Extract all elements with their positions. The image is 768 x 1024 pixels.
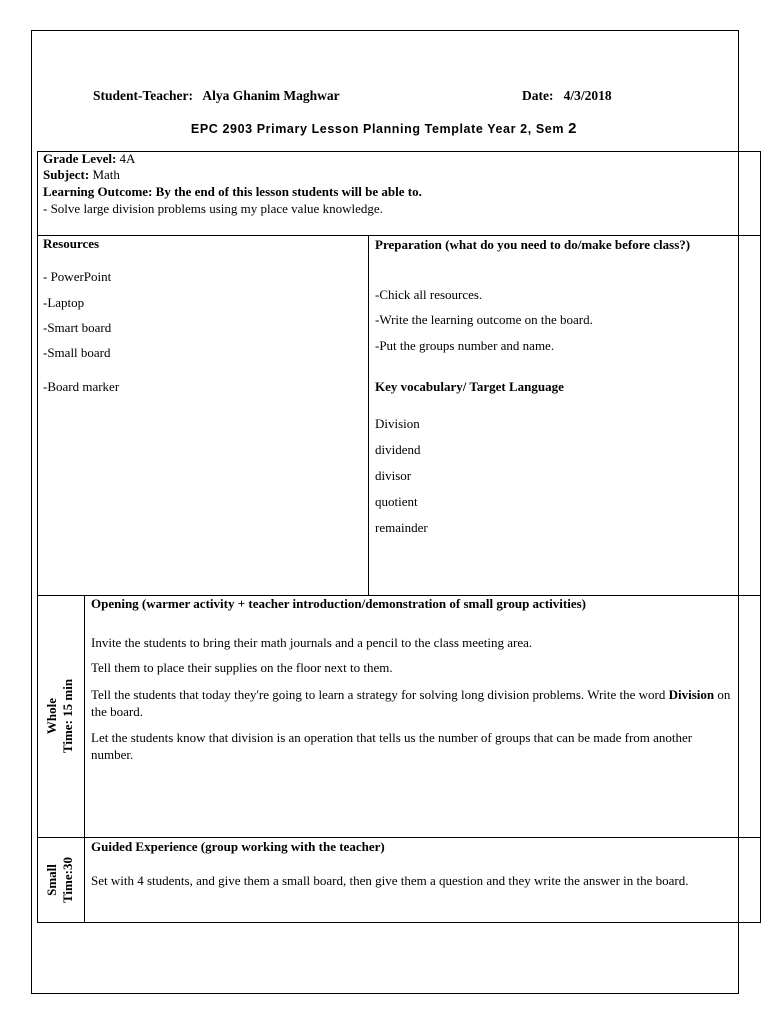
template-title-sem: 2 <box>568 120 578 137</box>
vocabulary-item: quotient <box>375 494 418 509</box>
grade-level-value: 4A <box>119 151 136 166</box>
learning-outcome-value: - Solve large division problems using my place value knowledge. <box>43 201 383 216</box>
opening-p3-bold: Division <box>668 687 715 702</box>
opening-paragraph-division <box>91 686 736 720</box>
opening-p3-before: Tell the students that today they're going to learn a strategy for solving long division problems. Write the word <box>91 687 669 702</box>
resources-heading: Resources <box>43 236 100 251</box>
opening-p3-after: on the board. <box>91 687 731 719</box>
guided-side-label-2: Time:30 <box>60 857 75 903</box>
vocabulary-item: Division <box>375 416 420 431</box>
guided-heading: Guided Experience (group working with the teacher) <box>91 839 385 854</box>
opening-paragraph: Tell them to place their supplies on the floor next to them. <box>91 660 393 675</box>
subject-line <box>43 167 120 183</box>
opening-paragraph: Let the students know that division is an operation that tells us the number of groups that can be made from another number. <box>91 730 693 762</box>
resource-item: -Smart board <box>43 320 112 335</box>
vocabulary-heading: Key vocabulary/ Target Language <box>375 379 564 394</box>
preparation-item: -Chick all resources. <box>375 287 483 302</box>
grade-level-line <box>43 151 135 167</box>
vocabulary-item: dividend <box>375 442 421 457</box>
guided-side-label-1: Small <box>44 864 59 896</box>
resource-item: -Laptop <box>43 295 85 310</box>
date-line <box>522 88 612 104</box>
opening-paragraph: Invite the students to bring their math journals and a pencil to the class meeting area. <box>91 635 533 650</box>
template-title <box>0 120 768 137</box>
resource-item: - PowerPoint <box>43 269 112 284</box>
student-teacher-line <box>93 88 340 104</box>
preparation-item: -Write the learning outcome on the board. <box>375 312 593 327</box>
column-divider <box>368 235 369 595</box>
subject-value: Math <box>92 167 120 182</box>
guided-paragraph: Set with 4 students, and give them a small board, then give them a question and they write the answer in the board. <box>91 873 689 888</box>
date-value: 4/3/2018 <box>563 88 612 103</box>
date-label: Date: <box>522 88 554 103</box>
vocabulary-item: divisor <box>375 468 412 483</box>
opening-side-label-2: Time: 15 min <box>60 678 75 754</box>
vocabulary-item: remainder <box>375 520 428 535</box>
subject-label: Subject: <box>43 167 90 182</box>
template-title-text: EPC 2903 Primary Lesson Planning Template Year 2, Sem <box>190 122 565 136</box>
opening-side-label-1: Whole <box>44 697 59 735</box>
guided-side-label <box>44 820 76 940</box>
student-teacher-label: Student-Teacher: <box>93 88 193 103</box>
student-teacher-name: Alya Ghanim Maghwar <box>202 88 340 103</box>
resource-item: -Small board <box>43 345 111 360</box>
learning-outcome-label: Learning Outcome: By the end of this lesson students will be able to. <box>43 184 422 199</box>
resource-item: -Board marker <box>43 379 120 394</box>
opening-side-label <box>44 656 76 776</box>
preparation-heading: Preparation (what do you need to do/make before class?) <box>375 237 691 252</box>
opening-heading: Opening (warmer activity + teacher introduction/demonstration of small group activities) <box>91 596 586 611</box>
preparation-item: -Put the groups number and name. <box>375 338 555 353</box>
grade-level-label: Grade Level: <box>43 151 117 166</box>
